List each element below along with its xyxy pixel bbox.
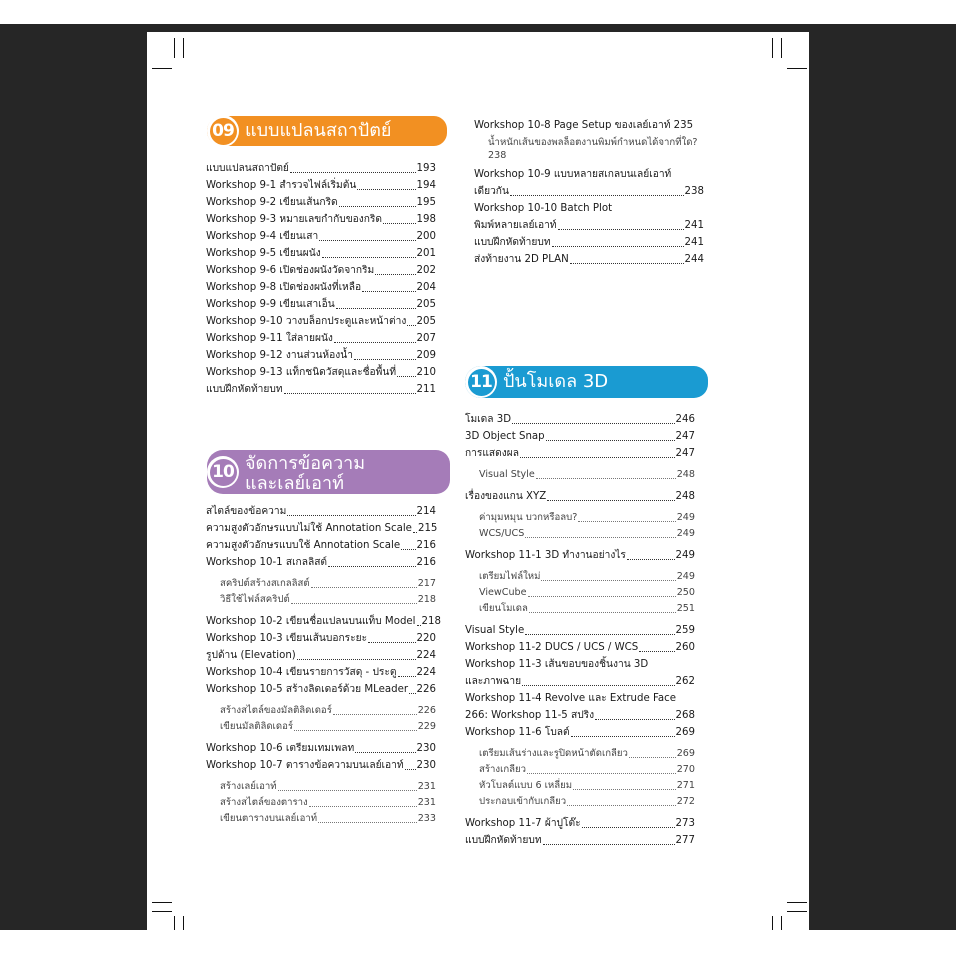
toc-entry[interactable] bbox=[465, 815, 695, 832]
toc-leader-dots bbox=[413, 532, 417, 533]
toc-entry[interactable] bbox=[206, 177, 436, 194]
crop-mark bbox=[174, 916, 175, 930]
chapter-number-badge bbox=[207, 115, 239, 147]
toc-entry-label: วิธีใช้ไฟล์สคริปต์ bbox=[220, 594, 290, 605]
toc-leader-dots bbox=[294, 730, 417, 731]
toc-entry[interactable] bbox=[206, 681, 436, 698]
toc-entry-label: Workshop 11-7 ผ้าปูโต๊ะ bbox=[465, 818, 581, 829]
toc-entry-label: แบบแปลนสถาปัตย์ bbox=[206, 163, 289, 174]
toc-page-number: 214 bbox=[416, 506, 436, 517]
toc-entry[interactable] bbox=[465, 832, 695, 849]
toc-entry-label: Workshop 11-1 3D ทำงานอย่างไร bbox=[465, 550, 626, 561]
toc-entry[interactable] bbox=[474, 234, 704, 251]
toc-page-number: 270 bbox=[676, 764, 695, 775]
toc-leader-dots bbox=[354, 359, 416, 360]
toc-page-number: 249 bbox=[676, 512, 695, 523]
toc-leader-dots bbox=[536, 478, 676, 479]
toc-page-number: 249 bbox=[675, 550, 695, 561]
toc-entry[interactable] bbox=[465, 445, 695, 462]
toc-entry-label: เรื่องของแกน XYZ bbox=[465, 491, 547, 502]
toc-entry-label: พิมพ์หลายเลย์เอาท์ bbox=[474, 220, 557, 231]
toc-entry-label: Workshop 10-2 เขียนชื่อแปลนบนแท็บ Model bbox=[206, 616, 416, 627]
toc-page-number: 211 bbox=[416, 384, 436, 395]
toc-entry-label: Workshop 9-2 เขียนเส้นกริด bbox=[206, 197, 338, 208]
toc-entry-label: Workshop 9-4 เขียนเสา bbox=[206, 231, 319, 242]
toc-entry[interactable] bbox=[474, 251, 704, 268]
toc-entry[interactable] bbox=[206, 262, 436, 279]
toc-subentry[interactable] bbox=[465, 794, 695, 810]
toc-leader-dots bbox=[582, 827, 675, 828]
toc-entry-label: ประกอบเข้ากับเกลียว bbox=[479, 796, 567, 807]
toc-entry-label: Workshop 10-5 สร้างลิดเดอร์ด้วย MLeader bbox=[206, 684, 409, 695]
toc-leader-dots bbox=[401, 549, 415, 550]
toc-entry[interactable] bbox=[206, 757, 436, 774]
toc-leader-dots bbox=[309, 806, 417, 807]
toc-leader-dots bbox=[319, 240, 415, 241]
chapter-title: แบบแปลนสถาปัตย์ bbox=[245, 120, 392, 141]
toc-leader-dots bbox=[529, 612, 676, 613]
toc-entry[interactable] bbox=[206, 664, 436, 681]
toc-chapter-10 bbox=[206, 503, 441, 827]
chapter-title-line: จัดการข้อความ bbox=[245, 453, 366, 474]
toc-entry[interactable] bbox=[206, 313, 436, 330]
toc-leader-dots bbox=[525, 634, 674, 635]
toc-subentry[interactable] bbox=[206, 795, 436, 811]
crop-mark bbox=[152, 911, 172, 912]
toc-leader-dots bbox=[407, 325, 415, 326]
toc-entry-label: Workshop 9-13 แท็กชนิดวัสดุและชื่อพื้นที่ bbox=[206, 367, 397, 378]
toc-page-number: 231 bbox=[417, 797, 436, 808]
toc-page-number: 244 bbox=[684, 254, 704, 265]
toc-leader-dots bbox=[333, 714, 417, 715]
toc-leader-dots bbox=[567, 805, 676, 806]
toc-leader-dots bbox=[627, 559, 675, 560]
toc-entry[interactable] bbox=[465, 411, 695, 428]
toc-page-number: 193 bbox=[416, 163, 436, 174]
toc-page-number: 204 bbox=[416, 282, 436, 293]
crop-mark bbox=[781, 916, 782, 930]
toc-page-number: 198 bbox=[416, 214, 436, 225]
toc-leader-dots bbox=[578, 521, 675, 522]
toc-chapter-09 bbox=[206, 160, 436, 398]
toc-entry-label: Workshop 11-2 DUCS / UCS / WCS bbox=[465, 642, 639, 653]
toc-entry[interactable] bbox=[465, 707, 695, 724]
toc-entry-label: Workshop 9-12 งานส่วนห้องน้ำ bbox=[206, 350, 353, 361]
toc-leader-dots bbox=[278, 790, 417, 791]
toc-entry-label: สคริปต์สร้างสเกลลิสต์ bbox=[220, 578, 310, 589]
toc-leader-dots bbox=[357, 189, 415, 190]
toc-entry[interactable] bbox=[206, 554, 436, 571]
toc-page-number: 230 bbox=[416, 760, 436, 771]
toc-entry-label: Workshop 9-6 เปิดช่องผนังวัดจากริม bbox=[206, 265, 375, 276]
toc-entry-label: เตรียมไฟล์ใหม่ bbox=[479, 571, 541, 582]
toc-entry-label: Workshop 10-3 เขียนเส้นบอกระยะ bbox=[206, 633, 368, 644]
toc-page-number: 268 bbox=[675, 710, 695, 721]
toc-entry[interactable] bbox=[474, 183, 704, 200]
toc-entry-label: ViewCube bbox=[479, 587, 527, 598]
toc-entry-label: Visual Style bbox=[465, 625, 525, 636]
toc-subentry[interactable] bbox=[465, 762, 695, 778]
toc-leader-dots bbox=[522, 685, 674, 686]
toc-page-number: 231 bbox=[417, 781, 436, 792]
toc-page-number: 194 bbox=[416, 180, 436, 191]
toc-entry-label: เดียวกัน bbox=[474, 186, 509, 197]
toc-leader-dots bbox=[417, 625, 421, 626]
toc-entry-label: ส่งท้ายงาน 2D PLAN bbox=[474, 254, 569, 265]
toc-entry-label: WCS/UCS bbox=[479, 528, 525, 539]
toc-entry[interactable] bbox=[206, 647, 436, 664]
toc-entry-label: 3D Object Snap bbox=[465, 431, 545, 442]
toc-entry-label: หัวโบลต์แบบ 6 เหลี่ยม bbox=[479, 780, 573, 791]
toc-entry[interactable]: Workshop 10-9 แบบหลายสเกลบนเลย์เอาท์ bbox=[474, 169, 672, 180]
toc-entry[interactable] bbox=[465, 639, 695, 656]
toc-leader-dots bbox=[639, 651, 674, 652]
toc-page-number: 216 bbox=[416, 557, 436, 568]
toc-entry-label: Workshop 11-6 โบลต์ bbox=[465, 727, 570, 738]
toc-entry-label: Workshop 9-5 เขียนผนัง bbox=[206, 248, 321, 259]
toc-leader-dots bbox=[362, 291, 415, 292]
toc-leader-dots bbox=[510, 195, 684, 196]
toc-page-number: 215 bbox=[417, 523, 438, 534]
toc-page-number: 248 bbox=[676, 469, 695, 480]
toc-leader-dots bbox=[284, 393, 416, 394]
toc-entry[interactable] bbox=[206, 160, 436, 177]
toc-leader-dots bbox=[541, 580, 675, 581]
toc-page-number: 205 bbox=[416, 299, 436, 310]
toc-leader-dots bbox=[546, 440, 675, 441]
toc-entry-label: สร้างสไตล์ของมัลติลิดเดอร์ bbox=[220, 705, 332, 716]
toc-entry-label: เขียนมัลติลิดเดอร์ bbox=[220, 721, 293, 732]
toc-entry[interactable] bbox=[465, 673, 695, 690]
toc-entry-label: โมเดล 3D bbox=[465, 414, 512, 425]
toc-page-number: 262 bbox=[675, 676, 695, 687]
chapter-09-header bbox=[207, 116, 447, 146]
toc-entry[interactable] bbox=[206, 520, 436, 537]
toc-leader-dots bbox=[322, 257, 416, 258]
toc-page-number: 226 bbox=[417, 705, 436, 716]
toc-page-number: 230 bbox=[416, 743, 436, 754]
toc-subentry[interactable] bbox=[206, 779, 436, 795]
toc-page-number: 249 bbox=[676, 571, 695, 582]
toc-entry-label: รูปด้าน (Elevation) bbox=[206, 650, 296, 661]
toc-entry-label: Workshop 9-3 หมายเลขกำกับของกริด bbox=[206, 214, 383, 225]
toc-entry-label: ความสูงตัวอักษรแบบไม่ใช้ Annotation Scale bbox=[206, 523, 412, 534]
toc-entry-label: Workshop 10-7 ตารางข้อความบนเลย์เอาท์ bbox=[206, 760, 404, 771]
toc-leader-dots bbox=[297, 659, 416, 660]
toc-entry[interactable] bbox=[206, 613, 441, 630]
toc-entry[interactable] bbox=[206, 211, 436, 228]
toc-page-number: 209 bbox=[416, 350, 436, 361]
toc-page-number: 226 bbox=[416, 684, 436, 695]
toc-subentry[interactable] bbox=[206, 592, 436, 608]
toc-page-number: 272 bbox=[676, 796, 695, 807]
chapter-title-line: และเลย์เอาท์ bbox=[245, 473, 344, 494]
toc-leader-dots bbox=[339, 206, 416, 207]
toc-entry[interactable] bbox=[206, 630, 436, 647]
chapter-title bbox=[245, 454, 365, 494]
toc-page-number: 205 bbox=[416, 316, 436, 327]
toc-entry-label: การแสดงผล bbox=[465, 448, 519, 459]
toc-page-number: 233 bbox=[417, 813, 436, 824]
toc-leader-dots bbox=[527, 773, 676, 774]
toc-chapter-11 bbox=[465, 411, 695, 849]
crop-mark bbox=[183, 38, 184, 58]
toc-leader-dots bbox=[525, 537, 675, 538]
toc-page-number: 259 bbox=[675, 625, 695, 636]
toc-leader-dots bbox=[552, 246, 684, 247]
toc-leader-dots bbox=[398, 676, 416, 677]
toc-entry[interactable] bbox=[206, 194, 436, 211]
toc-page-number: 210 bbox=[416, 367, 436, 378]
crop-mark bbox=[152, 68, 172, 69]
toc-entry-label: Workshop 9-11 ใส่ลายผนัง bbox=[206, 333, 333, 344]
toc-subentry[interactable] bbox=[465, 601, 695, 617]
toc-page-number: 273 bbox=[675, 818, 695, 829]
toc-entry[interactable]: Workshop 11-4 Revolve และ Extrude Face bbox=[465, 693, 677, 704]
toc-leader-dots bbox=[336, 308, 416, 309]
toc-entry[interactable] bbox=[206, 245, 436, 262]
toc-leader-dots bbox=[405, 769, 416, 770]
toc-page-number: 224 bbox=[416, 667, 436, 678]
toc-entry-label: แบบฝึกหัดท้ายบท bbox=[206, 384, 283, 395]
toc-entry-label: Workshop 9-10 วางบล็อกประตูและหน้าต่าง bbox=[206, 316, 407, 327]
toc-entry-label: เตรียมเส้นร่างและรูปิดหน้าตัดเกลียว bbox=[479, 748, 628, 759]
toc-entry[interactable] bbox=[206, 347, 436, 364]
crop-mark bbox=[772, 916, 773, 930]
toc-entry-label: ค่ามุมหมุน บวกหรือลบ? bbox=[479, 512, 578, 523]
crop-mark bbox=[787, 911, 807, 912]
toc-page-number: 195 bbox=[416, 197, 436, 208]
toc-page-number: 224 bbox=[416, 650, 436, 661]
toc-entry-label: เขียนโมเดล bbox=[479, 603, 528, 614]
chapter-11-header bbox=[465, 366, 708, 398]
chapter-number: 10 bbox=[210, 459, 237, 486]
toc-page-number: 201 bbox=[416, 248, 436, 259]
toc-page-number: 260 bbox=[675, 642, 695, 653]
toc-subentry[interactable] bbox=[465, 585, 695, 601]
crop-mark bbox=[772, 38, 773, 58]
toc-entry[interactable] bbox=[206, 503, 436, 520]
toc-leader-dots bbox=[595, 719, 674, 720]
toc-entry[interactable] bbox=[465, 724, 695, 741]
toc-entry[interactable] bbox=[206, 537, 436, 554]
toc-page-number: 249 bbox=[676, 528, 695, 539]
toc-chapter-10-continued bbox=[474, 117, 704, 268]
toc-page-number: 277 bbox=[675, 835, 695, 846]
toc-leader-dots bbox=[570, 263, 684, 264]
toc-page-number: 229 bbox=[417, 721, 436, 732]
toc-leader-dots bbox=[543, 844, 675, 845]
toc-page-number: 246 bbox=[675, 414, 695, 425]
toc-page-number: 247 bbox=[675, 431, 695, 442]
toc-entry-label: Workshop 10-4 เขียนรายการวัสดุ - ประตู bbox=[206, 667, 397, 678]
toc-page-number: 269 bbox=[676, 748, 695, 759]
toc-entry[interactable]: Workshop 11-3 เส้นขอบของชิ้นงาน 3D bbox=[465, 659, 649, 670]
toc-leader-dots bbox=[375, 274, 415, 275]
toc-leader-dots bbox=[355, 752, 415, 753]
chapter-title: ปั้นโมเดล 3D bbox=[503, 371, 609, 392]
toc-entry[interactable] bbox=[465, 428, 695, 445]
toc-page-number: 271 bbox=[676, 780, 695, 791]
toc-page-number: 247 bbox=[675, 448, 695, 459]
toc-entry-label: Visual Style bbox=[479, 469, 535, 480]
toc-entry-label: Workshop 9-8 เปิดช่องผนังที่เหลือ bbox=[206, 282, 362, 293]
toc-page-number: 241 bbox=[684, 237, 704, 248]
toc-subentry[interactable]: น้ำหนักเส้นของพลล็อตงานพิมพ์กำหนดได้จากที่ใด? 238 bbox=[488, 137, 698, 161]
toc-entry-label: แบบฝึกหัดท้ายบท bbox=[465, 835, 542, 846]
toc-page-number: 269 bbox=[675, 727, 695, 738]
crop-mark bbox=[183, 916, 184, 930]
toc-leader-dots bbox=[368, 642, 416, 643]
chapter-10-header bbox=[207, 450, 450, 494]
toc-entry-label: สร้างเกลียว bbox=[479, 764, 527, 775]
toc-leader-dots bbox=[547, 500, 674, 501]
toc-leader-dots bbox=[383, 223, 416, 224]
toc-subentry[interactable] bbox=[206, 703, 436, 719]
toc-entry-label: และภาพฉาย bbox=[465, 676, 522, 687]
crop-mark bbox=[174, 38, 175, 58]
toc-subentry[interactable] bbox=[206, 576, 436, 592]
toc-entry[interactable]: Workshop 10-8 Page Setup ของเลย์เอาท์ 235 bbox=[474, 120, 694, 131]
chapter-number-badge bbox=[465, 366, 497, 398]
toc-page-number: 251 bbox=[676, 603, 695, 614]
toc-subentry[interactable] bbox=[465, 746, 695, 762]
toc-leader-dots bbox=[512, 423, 674, 424]
toc-leader-dots bbox=[409, 693, 415, 694]
toc-entry-label: Workshop 10-6 เตรียมเทมเพลท bbox=[206, 743, 355, 754]
toc-page-number: 238 bbox=[684, 186, 704, 197]
toc-entry[interactable] bbox=[465, 547, 695, 564]
toc-subentry[interactable] bbox=[465, 526, 695, 542]
toc-page-number: 250 bbox=[676, 587, 695, 598]
toc-leader-dots bbox=[291, 603, 417, 604]
toc-leader-dots bbox=[328, 566, 416, 567]
toc-page-number: 207 bbox=[416, 333, 436, 344]
toc-leader-dots bbox=[334, 342, 416, 343]
toc-entry-label: เขียนตารางบนเลย์เอาท์ bbox=[220, 813, 318, 824]
toc-entry[interactable] bbox=[206, 381, 436, 398]
toc-leader-dots bbox=[520, 457, 675, 458]
toc-subentry[interactable] bbox=[206, 811, 436, 827]
toc-entry[interactable] bbox=[206, 364, 436, 381]
toc-leader-dots bbox=[528, 596, 676, 597]
toc-entry-label: สร้างเลย์เอาท์ bbox=[220, 781, 277, 792]
toc-subentry[interactable] bbox=[465, 467, 695, 483]
toc-entry-label: 266: Workshop 11-5 สปริง bbox=[465, 710, 595, 721]
toc-subentry[interactable] bbox=[465, 778, 695, 794]
crop-mark bbox=[152, 902, 172, 903]
toc-entry-label: Workshop 9-1 สำรวจไฟล์เริ่มต้น bbox=[206, 180, 357, 191]
toc-entry-label: สร้างสไตล์ของตาราง bbox=[220, 797, 308, 808]
toc-entry[interactable] bbox=[206, 279, 436, 296]
toc-entry[interactable] bbox=[474, 217, 704, 234]
toc-leader-dots bbox=[558, 229, 684, 230]
toc-leader-dots bbox=[397, 376, 415, 377]
toc-entry[interactable]: Workshop 10-10 Batch Plot bbox=[474, 203, 613, 214]
toc-page-number: 248 bbox=[675, 491, 695, 502]
toc-page-number: 217 bbox=[417, 578, 436, 589]
toc-page-number: 216 bbox=[416, 540, 436, 551]
toc-entry[interactable] bbox=[206, 228, 436, 245]
toc-entry-label: Workshop 9-9 เขียนเสาเอ็น bbox=[206, 299, 335, 310]
toc-entry[interactable] bbox=[465, 622, 695, 639]
crop-mark bbox=[781, 38, 782, 58]
toc-entry-label: ความสูงตัวอักษรแบบใช้ Annotation Scale bbox=[206, 540, 401, 551]
toc-subentry[interactable] bbox=[465, 510, 695, 526]
toc-leader-dots bbox=[571, 736, 675, 737]
toc-entry-label: Workshop 10-1 สเกลลิสต์ bbox=[206, 557, 328, 568]
toc-leader-dots bbox=[629, 757, 676, 758]
toc-entry[interactable] bbox=[465, 488, 695, 505]
toc-page-number: 200 bbox=[416, 231, 436, 242]
toc-subentry[interactable] bbox=[465, 569, 695, 585]
toc-page-number: 241 bbox=[684, 220, 704, 231]
toc-entry[interactable] bbox=[206, 330, 436, 347]
toc-entry[interactable] bbox=[206, 296, 436, 313]
toc-page-number: 218 bbox=[417, 594, 436, 605]
toc-page-number: 202 bbox=[416, 265, 436, 276]
toc-entry[interactable] bbox=[206, 740, 436, 757]
toc-entry-label: แบบฝึกหัดท้ายบท bbox=[474, 237, 551, 248]
crop-mark bbox=[787, 68, 807, 69]
toc-entry-label: สไตล์ของข้อความ bbox=[206, 506, 287, 517]
toc-leader-dots bbox=[311, 587, 417, 588]
toc-page-number: 218 bbox=[421, 616, 441, 627]
toc-subentry[interactable] bbox=[206, 719, 436, 735]
toc-leader-dots bbox=[290, 172, 416, 173]
chapter-number: 09 bbox=[210, 118, 237, 145]
crop-mark bbox=[787, 902, 807, 903]
toc-leader-dots bbox=[573, 789, 676, 790]
chapter-number: 11 bbox=[468, 369, 495, 396]
toc-page-number: 220 bbox=[416, 633, 436, 644]
toc-leader-dots bbox=[287, 515, 415, 516]
chapter-number-badge bbox=[207, 456, 239, 488]
toc-leader-dots bbox=[318, 822, 417, 823]
